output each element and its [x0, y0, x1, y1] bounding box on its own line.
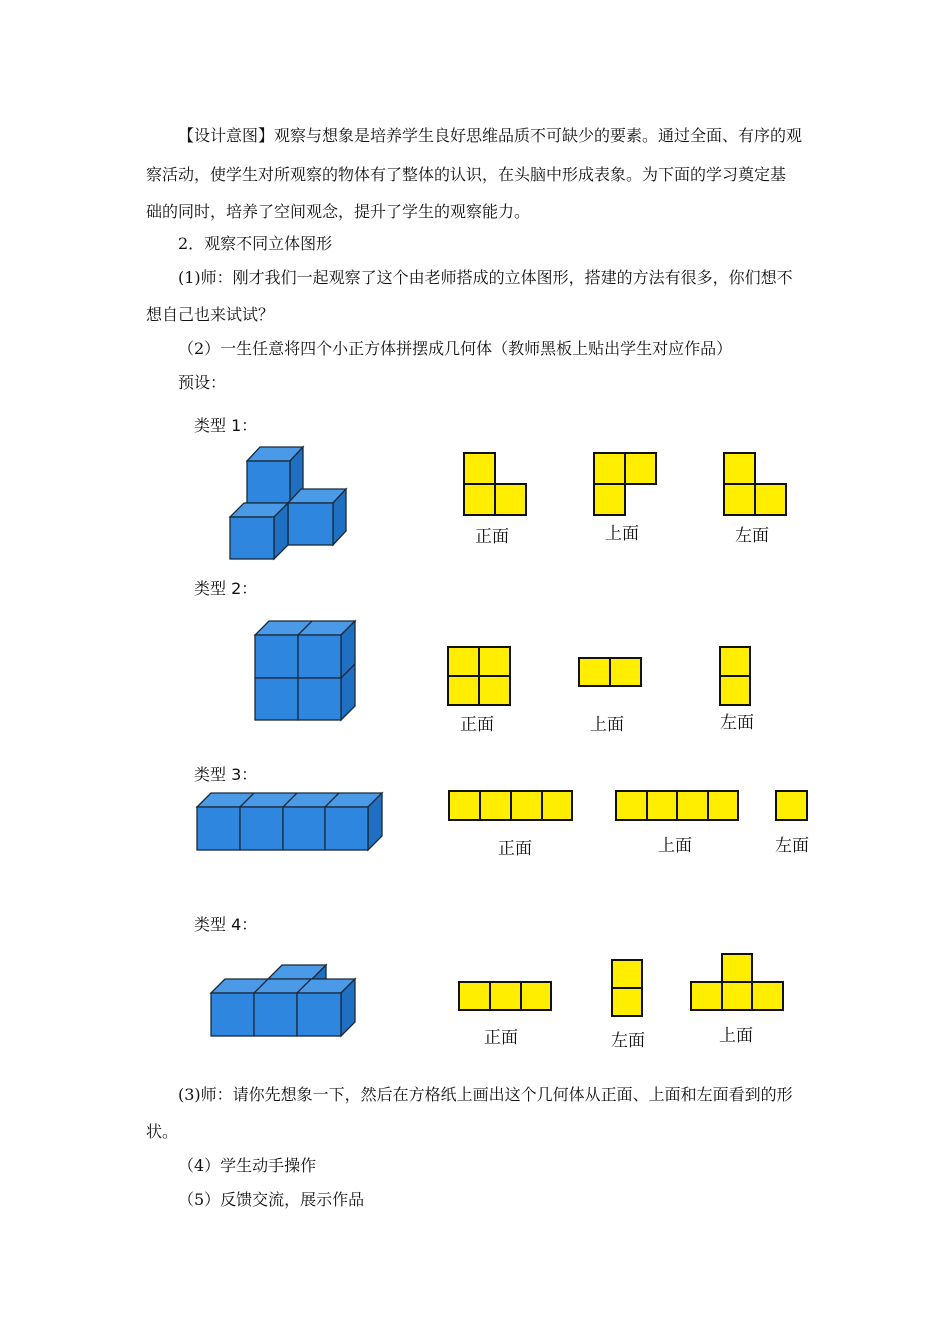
type-2-top-view — [579, 658, 641, 735]
type-4-left-view — [611, 960, 645, 1051]
type-4-top-label: 上面 — [719, 1026, 753, 1046]
type-3-left-view — [775, 791, 809, 856]
teacher-line-4: 状。 — [146, 1122, 179, 1141]
type-1-front-label: 正面 — [475, 527, 509, 547]
type-2-front-label: 正面 — [460, 715, 494, 735]
type-3-left-label: 左面 — [775, 836, 809, 856]
type-4-front-view — [459, 982, 551, 1048]
type-3-top-view — [616, 791, 738, 856]
teacher-line-3: (3)师：请你先想象一下，然后在方格纸上画出这个几何体从正面、上面和左面看到的形 — [178, 1085, 793, 1104]
type-1-left-view — [724, 453, 786, 546]
type-1-left-label: 左面 — [735, 526, 769, 546]
preset-label: 预设： — [178, 373, 227, 392]
design-intent-line-2: 察活动，使学生对所观察的物体有了整体的认识，在头脑中形成表象。为下面的学习奠定基 — [146, 165, 787, 184]
type-1-front-view — [464, 453, 526, 547]
type-1-label: 类型 1： — [194, 416, 258, 435]
type-2-solid — [255, 621, 355, 720]
teacher-line-1: (1)师：刚才我们一起观察了这个由老师搭成的立体图形，搭建的方法有很多，你们想不 — [178, 268, 793, 287]
type-4-solid — [211, 965, 355, 1036]
type-1-top-label: 上面 — [605, 524, 639, 544]
teacher-line-2: 想自己也来试试？ — [146, 305, 275, 324]
type-3-top-label: 上面 — [658, 836, 692, 856]
type-4-label: 类型 4： — [194, 915, 258, 934]
type-3-front-view — [449, 791, 572, 859]
type-4-top-view — [691, 954, 783, 1046]
type-2-left-view — [720, 647, 754, 733]
student-operate-line: （4）学生动手操作 — [178, 1156, 317, 1175]
type-2-label: 类型 2： — [194, 579, 258, 598]
type-2-left-label: 左面 — [720, 713, 754, 733]
type-1-top-view — [594, 453, 656, 544]
type-4-left-label: 左面 — [611, 1031, 645, 1051]
design-intent-line-1: 【设计意图】观察与想象是培养学生良好思维品质不可缺少的要素。通过全面、有序的观 — [178, 126, 803, 145]
feedback-line: （5）反馈交流，展示作品 — [178, 1190, 365, 1209]
type-3-solid — [197, 793, 382, 850]
type-3-label: 类型 3： — [194, 765, 258, 784]
type-4-front-label: 正面 — [484, 1028, 518, 1048]
student-task-line: （2）一生任意将四个小正方体拼摆成几何体（教师黑板上贴出学生对应作品） — [178, 339, 733, 358]
type-1-solid — [230, 447, 346, 559]
type-3-front-label: 正面 — [498, 839, 532, 859]
type-2-front-view — [448, 647, 510, 735]
section-heading-2: 2．观察不同立体图形 — [178, 234, 333, 253]
type-2-top-label: 上面 — [590, 715, 624, 735]
design-intent-line-3: 础的同时，培养了空间观念，提升了学生的观察能力。 — [146, 202, 531, 221]
